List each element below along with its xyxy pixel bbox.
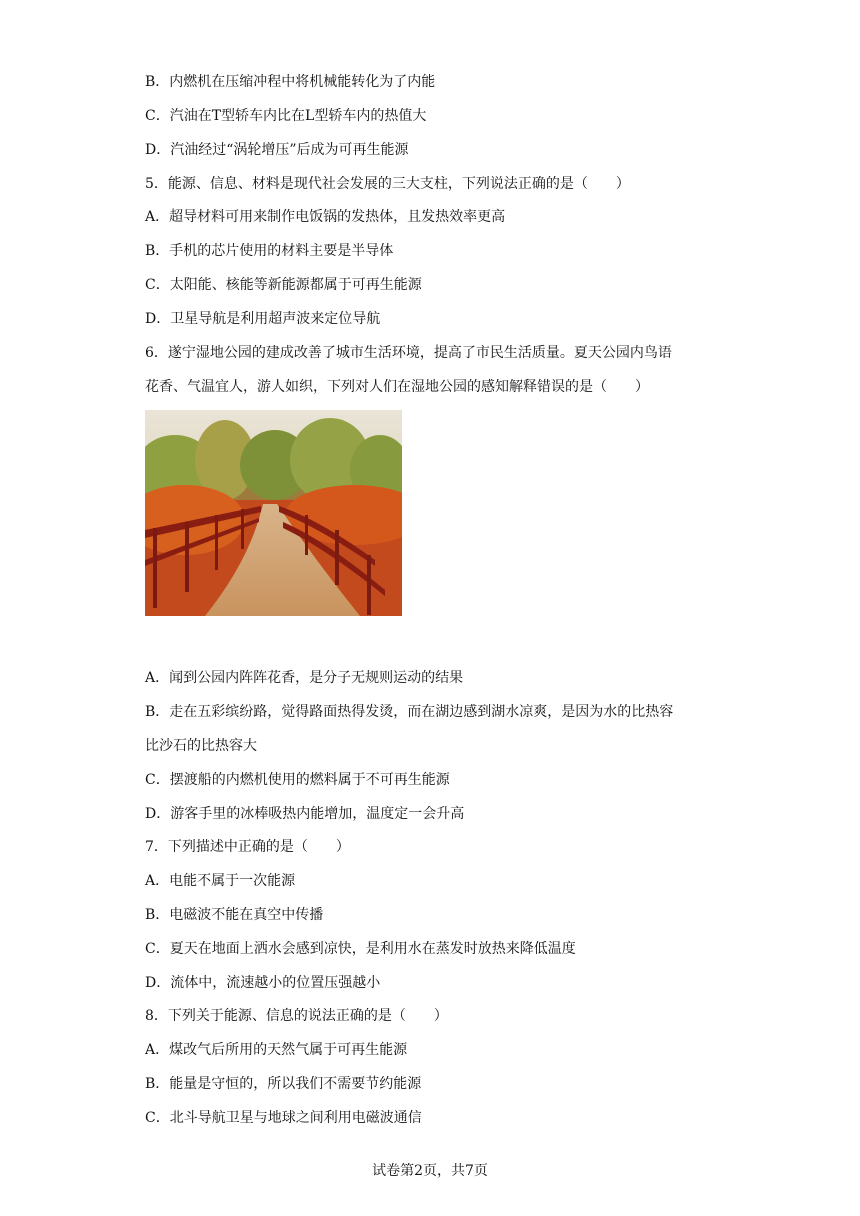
line-17: A．电能不属于一次能源 <box>145 873 296 889</box>
line-15: D．游客手里的冰棒吸热内能增加，温度定一会升高 <box>145 806 465 822</box>
line-18: B．电磁波不能在真空中传播 <box>145 907 324 923</box>
line-12: B．走在五彩缤纷路，觉得路面热得发烫，而在湖边感到湖水凉爽，是因为水的比热容 <box>145 704 674 720</box>
line-23: B．能量是守恒的，所以我们不需要节约能源 <box>145 1076 422 1092</box>
line-4: 5．能源、信息、材料是现代社会发展的三大支柱，下列说法正确的是（ ） <box>145 176 630 192</box>
line-8: D．卫星导航是利用超声波来定位导航 <box>145 311 381 327</box>
line-9: 6．遂宁湿地公园的建成改善了城市生活环境，提高了市民生活质量。夏天公园内鸟语 <box>145 345 672 361</box>
line-2: C．汽油在T型轿车内比在L型轿车内的热值大 <box>145 108 427 124</box>
line-10: 花香、气温宜人，游人如织，下列对人们在湿地公园的感知解释错误的是（ ） <box>145 379 649 395</box>
line-24: C．北斗导航卫星与地球之间利用电磁波通信 <box>145 1110 422 1126</box>
page-footer: 试卷第2页，共7页 <box>372 1163 488 1179</box>
line-3: D．汽油经过“涡轮增压”后成为可再生能源 <box>145 142 409 158</box>
line-5: A．超导材料可用来制作电饭锅的发热体，且发热效率更高 <box>145 209 506 225</box>
line-22: A．煤改气后所用的天然气属于可再生能源 <box>145 1042 408 1058</box>
line-11: A．闻到公园内阵阵花香，是分子无规则运动的结果 <box>145 670 464 686</box>
line-7: C．太阳能、核能等新能源都属于可再生能源 <box>145 277 422 293</box>
line-16: 7．下列描述中正确的是（ ） <box>145 839 350 855</box>
line-6: B．手机的芯片使用的材料主要是半导体 <box>145 243 394 259</box>
wetland-park-boardwalk-photo <box>145 410 402 616</box>
line-19: C．夏天在地面上洒水会感到凉快，是利用水在蒸发时放热来降低温度 <box>145 941 576 957</box>
line-14: C．摆渡船的内燃机使用的燃料属于不可再生能源 <box>145 772 450 788</box>
line-1: B．内燃机在压缩冲程中将机械能转化为了内能 <box>145 74 436 90</box>
line-21: 8．下列关于能源、信息的说法正确的是（ ） <box>145 1008 448 1024</box>
line-20: D．流体中，流速越小的位置压强越小 <box>145 975 381 991</box>
line-13: 比沙石的比热容大 <box>145 738 257 754</box>
